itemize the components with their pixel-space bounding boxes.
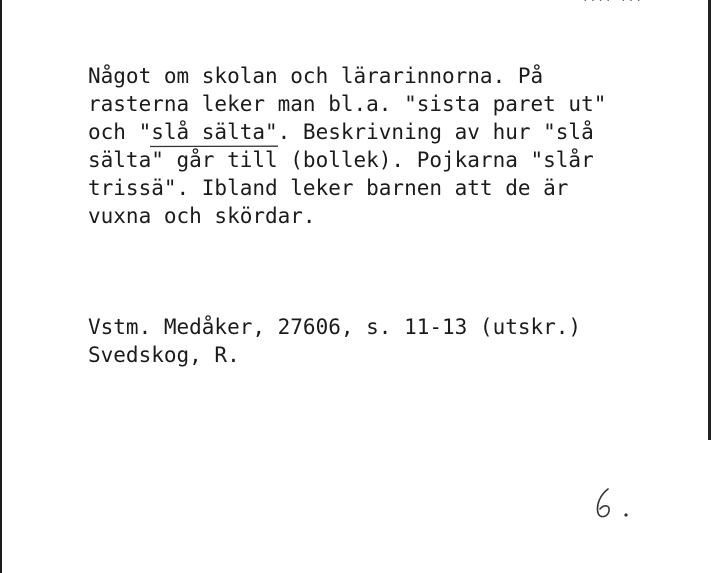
- summary-line: sälta" går till (bollek). Pojkarna "slår: [88, 148, 594, 172]
- handwritten-number: [590, 485, 640, 521]
- summary-line: vuxna och skördar.: [88, 204, 316, 228]
- reference-line: Svedskog, R.: [88, 343, 240, 367]
- summary-line: trissä". Ibland leker barnen att de är: [88, 176, 569, 200]
- card-left-edge: [0, 0, 2, 573]
- reference-text: [88, 313, 581, 369]
- summary-line: Något om skolan och lärarinnorna. På: [88, 64, 544, 88]
- handwritten-underline: [150, 145, 278, 148]
- top-edge-mark: ···· ···: [582, 0, 643, 7]
- reference-line: Vstm. Medåker, 27606, s. 11-13 (utskr.): [88, 315, 582, 339]
- summary-line: rasterna leker man bl.a. "sista paret ut": [88, 92, 607, 116]
- summary-line: och "slå sälta". Beskrivning av hur "slå: [88, 120, 594, 144]
